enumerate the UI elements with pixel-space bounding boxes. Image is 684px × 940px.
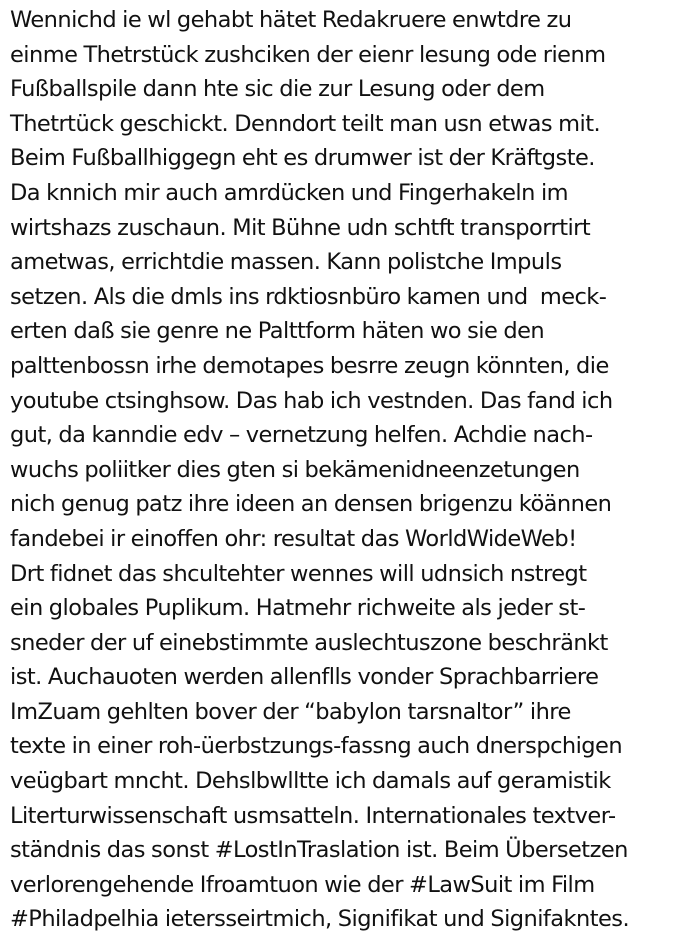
text-line: ametwas, errichtdie massen. Kann polistche Impuls bbox=[10, 249, 562, 276]
text-line: Wennichd ie wl gehabt hätet Redakruere enwtdre zu bbox=[10, 7, 572, 33]
text-line: fandebei ir einoffen ohr: resultat das WorldWideWeb! bbox=[10, 525, 577, 552]
text-line: texte in einer roh-üerbstzungs-fassng auch dnerspchigen bbox=[10, 733, 623, 760]
text-line: ein globales Puplikum. Hatmehr richweite als jeder st- bbox=[10, 595, 586, 622]
text-line: ständnis das sonst #LostInTraslation ist. Beim Übersetzen bbox=[10, 837, 628, 864]
text-line: gut, da kanndie edv – vernetzung helfen. Achdie nach- bbox=[10, 422, 593, 449]
text-line: sneder der uf einebstimmte auslechtuszone beschränkt bbox=[10, 629, 608, 656]
text-line: wuchs poliitker dies gten si bekämenidneenzetungen bbox=[10, 456, 580, 483]
text-line: Thetrtück geschickt. Denndort teilt man usn etwas mit. bbox=[10, 110, 601, 137]
text-line: verlorengehende Ifroamtuon wie der #LawSuit im Film bbox=[10, 871, 595, 898]
text-line: Beim Fußballhiggegn eht es drumwer ist der Kräftgste. bbox=[10, 145, 595, 172]
text-line: youtube ctsinghsow. Das hab ich vestnden. Das fand ich bbox=[10, 387, 613, 414]
text-line: nich genug patz ihre ideen an densen brigenzu köännen bbox=[10, 491, 612, 518]
text-line: ist. Auchauoten werden allenflls vonder Sprachbarriere bbox=[10, 664, 599, 691]
text-line: erten daß sie genre ne Palttform häten wo sie den bbox=[10, 318, 545, 345]
text-line: Da knnich mir auch amrdücken und Fingerhakeln im bbox=[10, 179, 569, 206]
text-line: ImZuam gehlten bover der “babylon tarsnaltor” ihre bbox=[10, 698, 571, 725]
text-line: palttenbossn irhe demotapes besrre zeugn könnten, die bbox=[10, 352, 609, 379]
text-line: Fußballspile dann hte sic die zur Lesung oder dem bbox=[10, 76, 545, 103]
text-line: Drt fidnet das shcultehter wennes will udnsich nstregt bbox=[10, 560, 587, 587]
text-line: setzen. Als die dmls ins rdktiosnbüro kamen und meck- bbox=[10, 283, 607, 310]
text-line: Literturwissenschaft usmsatteln. Internationales textver- bbox=[10, 802, 616, 829]
text-line: wirtshazs zuschaun. Mit Bühne udn schtft transporrtirt bbox=[10, 214, 591, 241]
text-line: veügbart mncht. Dehslbwlltte ich damals auf geramistik bbox=[10, 768, 611, 795]
body-text bbox=[10, 3, 680, 937]
text-line: einme Thetrstück zushciken der eienr lesung ode rienm bbox=[10, 41, 606, 68]
text-line: #Philadpelhia ietersseirtmich, Signifikat und Signifakntes. bbox=[10, 906, 630, 933]
